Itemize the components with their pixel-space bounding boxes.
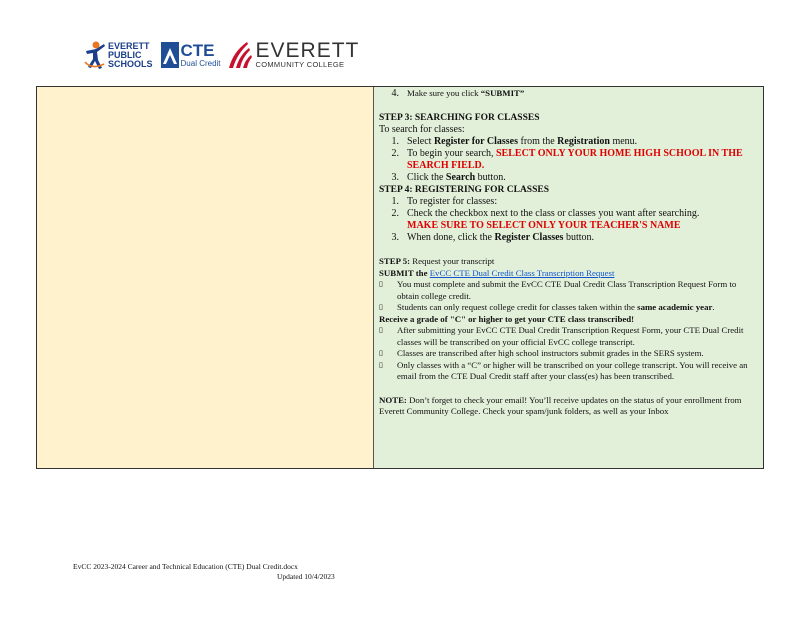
bullet-icon: ▯ (379, 303, 383, 311)
ecc-logo-subtext: COMMUNITY COLLEGE (255, 60, 345, 69)
instructions-cell (374, 87, 763, 468)
transcript-bullets (379, 279, 757, 314)
cte-logo-text: CTE (180, 40, 215, 60)
step3-title: STEP 3: SEARCHING FOR CLASSES (379, 113, 540, 123)
list-item: ▯ You must complete and submit the EvCC CTE Dual Credit Class Transcription Request Form to obtain college credit. (379, 279, 737, 301)
home-high-school-warning: SELECT ONLY YOUR HOME HIGH SCHOOL IN THE SEARCH FIELD. (407, 148, 743, 171)
cte-dual-credit-logo (161, 42, 221, 68)
ecc-sail-icon (227, 40, 253, 70)
footer-filename: EvCC 2023-2024 Career and Technical Education (CTE) Dual Credit.docx (73, 562, 298, 571)
transcription-request-link[interactable]: EvCC CTE Dual Credit Class Transcription Request (429, 267, 615, 278)
note-label: NOTE: (379, 394, 407, 405)
list-item: ▯ Classes are transcribed after high school instructors submit grades in the SERS system. (379, 348, 704, 358)
item4-text: Make sure you click (407, 88, 479, 98)
list-number: 4. (391, 88, 399, 99)
cte-mountain-icon (161, 42, 179, 68)
step3-list (379, 136, 757, 184)
instructions-table (36, 86, 764, 469)
bullet-icon: ▯ (379, 360, 383, 369)
step4-title: STEP 4: REGISTERING FOR CLASSES (379, 185, 549, 195)
submit-emphasis: “SUBMIT” (480, 88, 525, 98)
list-item: 2. To begin your search, SELECT ONLY YOUR HOME HIGH SCHOOL IN THE SEARCH FIELD. (391, 148, 743, 171)
eps-line-2: PUBLIC (108, 49, 142, 60)
submit-line (379, 268, 757, 280)
note-paragraph (379, 395, 757, 418)
list-item: 1. To register for classes: (391, 196, 498, 207)
everett-public-schools-logo (84, 40, 153, 70)
list-item: ▯ After submitting your EvCC CTE Dual Credit Transcription Request Form, your CTE Dual Credit classes will be transcribed on your official EvCC college transcript. (379, 325, 744, 347)
submit-label: SUBMIT the (379, 267, 428, 278)
step2-item-4 (379, 88, 757, 100)
step5-text: Request your transcript (412, 256, 495, 266)
student-figure-icon (84, 40, 106, 70)
list-item: 1. Select Register for Classes from the Registration menu. (391, 136, 638, 147)
list-item: 3. When done, click the Register Classes button. (391, 232, 595, 243)
ecc-logo-text: EVERETT (255, 39, 360, 62)
bullet-icon: ▯ (379, 280, 383, 288)
cte-logo-subtext: Dual Credit (180, 58, 221, 68)
bullet-icon: ▯ (379, 349, 383, 357)
eps-line-1: EVERETT (108, 40, 150, 51)
grade-bullets (379, 325, 757, 383)
step5-line (379, 256, 757, 268)
note-text: Don’t forget to check your email! You’ll receive updates on the status of your enrollment from Everett Community College. Check your spam/junk folders, as well as your Inbox (379, 394, 742, 416)
header-logos (84, 38, 359, 72)
left-empty-cell (37, 87, 374, 468)
bullet-icon: ▯ (379, 326, 383, 334)
grade-heading: Receive a grade of "C" or higher to get your CTE class transcribed! (379, 313, 635, 324)
list-item: ▯ Students can only request college credit for classes taken within the same academic year. (379, 302, 715, 312)
eps-line-3: SCHOOLS (108, 58, 153, 69)
step4-list (379, 196, 757, 244)
teacher-name-warning: MAKE SURE TO SELECT ONLY YOUR TEACHER'S NAME (407, 220, 681, 231)
list-item: 3. Click the Search button. (391, 172, 506, 183)
step5-title: STEP 5: (379, 256, 411, 266)
everett-community-college-logo (227, 40, 360, 70)
step3-intro: To search for classes: (379, 124, 465, 135)
list-item: ▯ Only classes with a “C” or higher will be transcribed on your college transcript. You will receive an email from the CTE Dual Credit staff after your class(es) has been transcribed. (379, 359, 748, 381)
list-item: 2. Check the checkbox next to the class or classes you want after searching. MAKE SURE TO SELECT ONLY YOUR TEACHER'S NAME (391, 208, 700, 231)
document-footer (73, 562, 335, 582)
footer-updated: Updated 10/4/2023 (277, 572, 335, 581)
